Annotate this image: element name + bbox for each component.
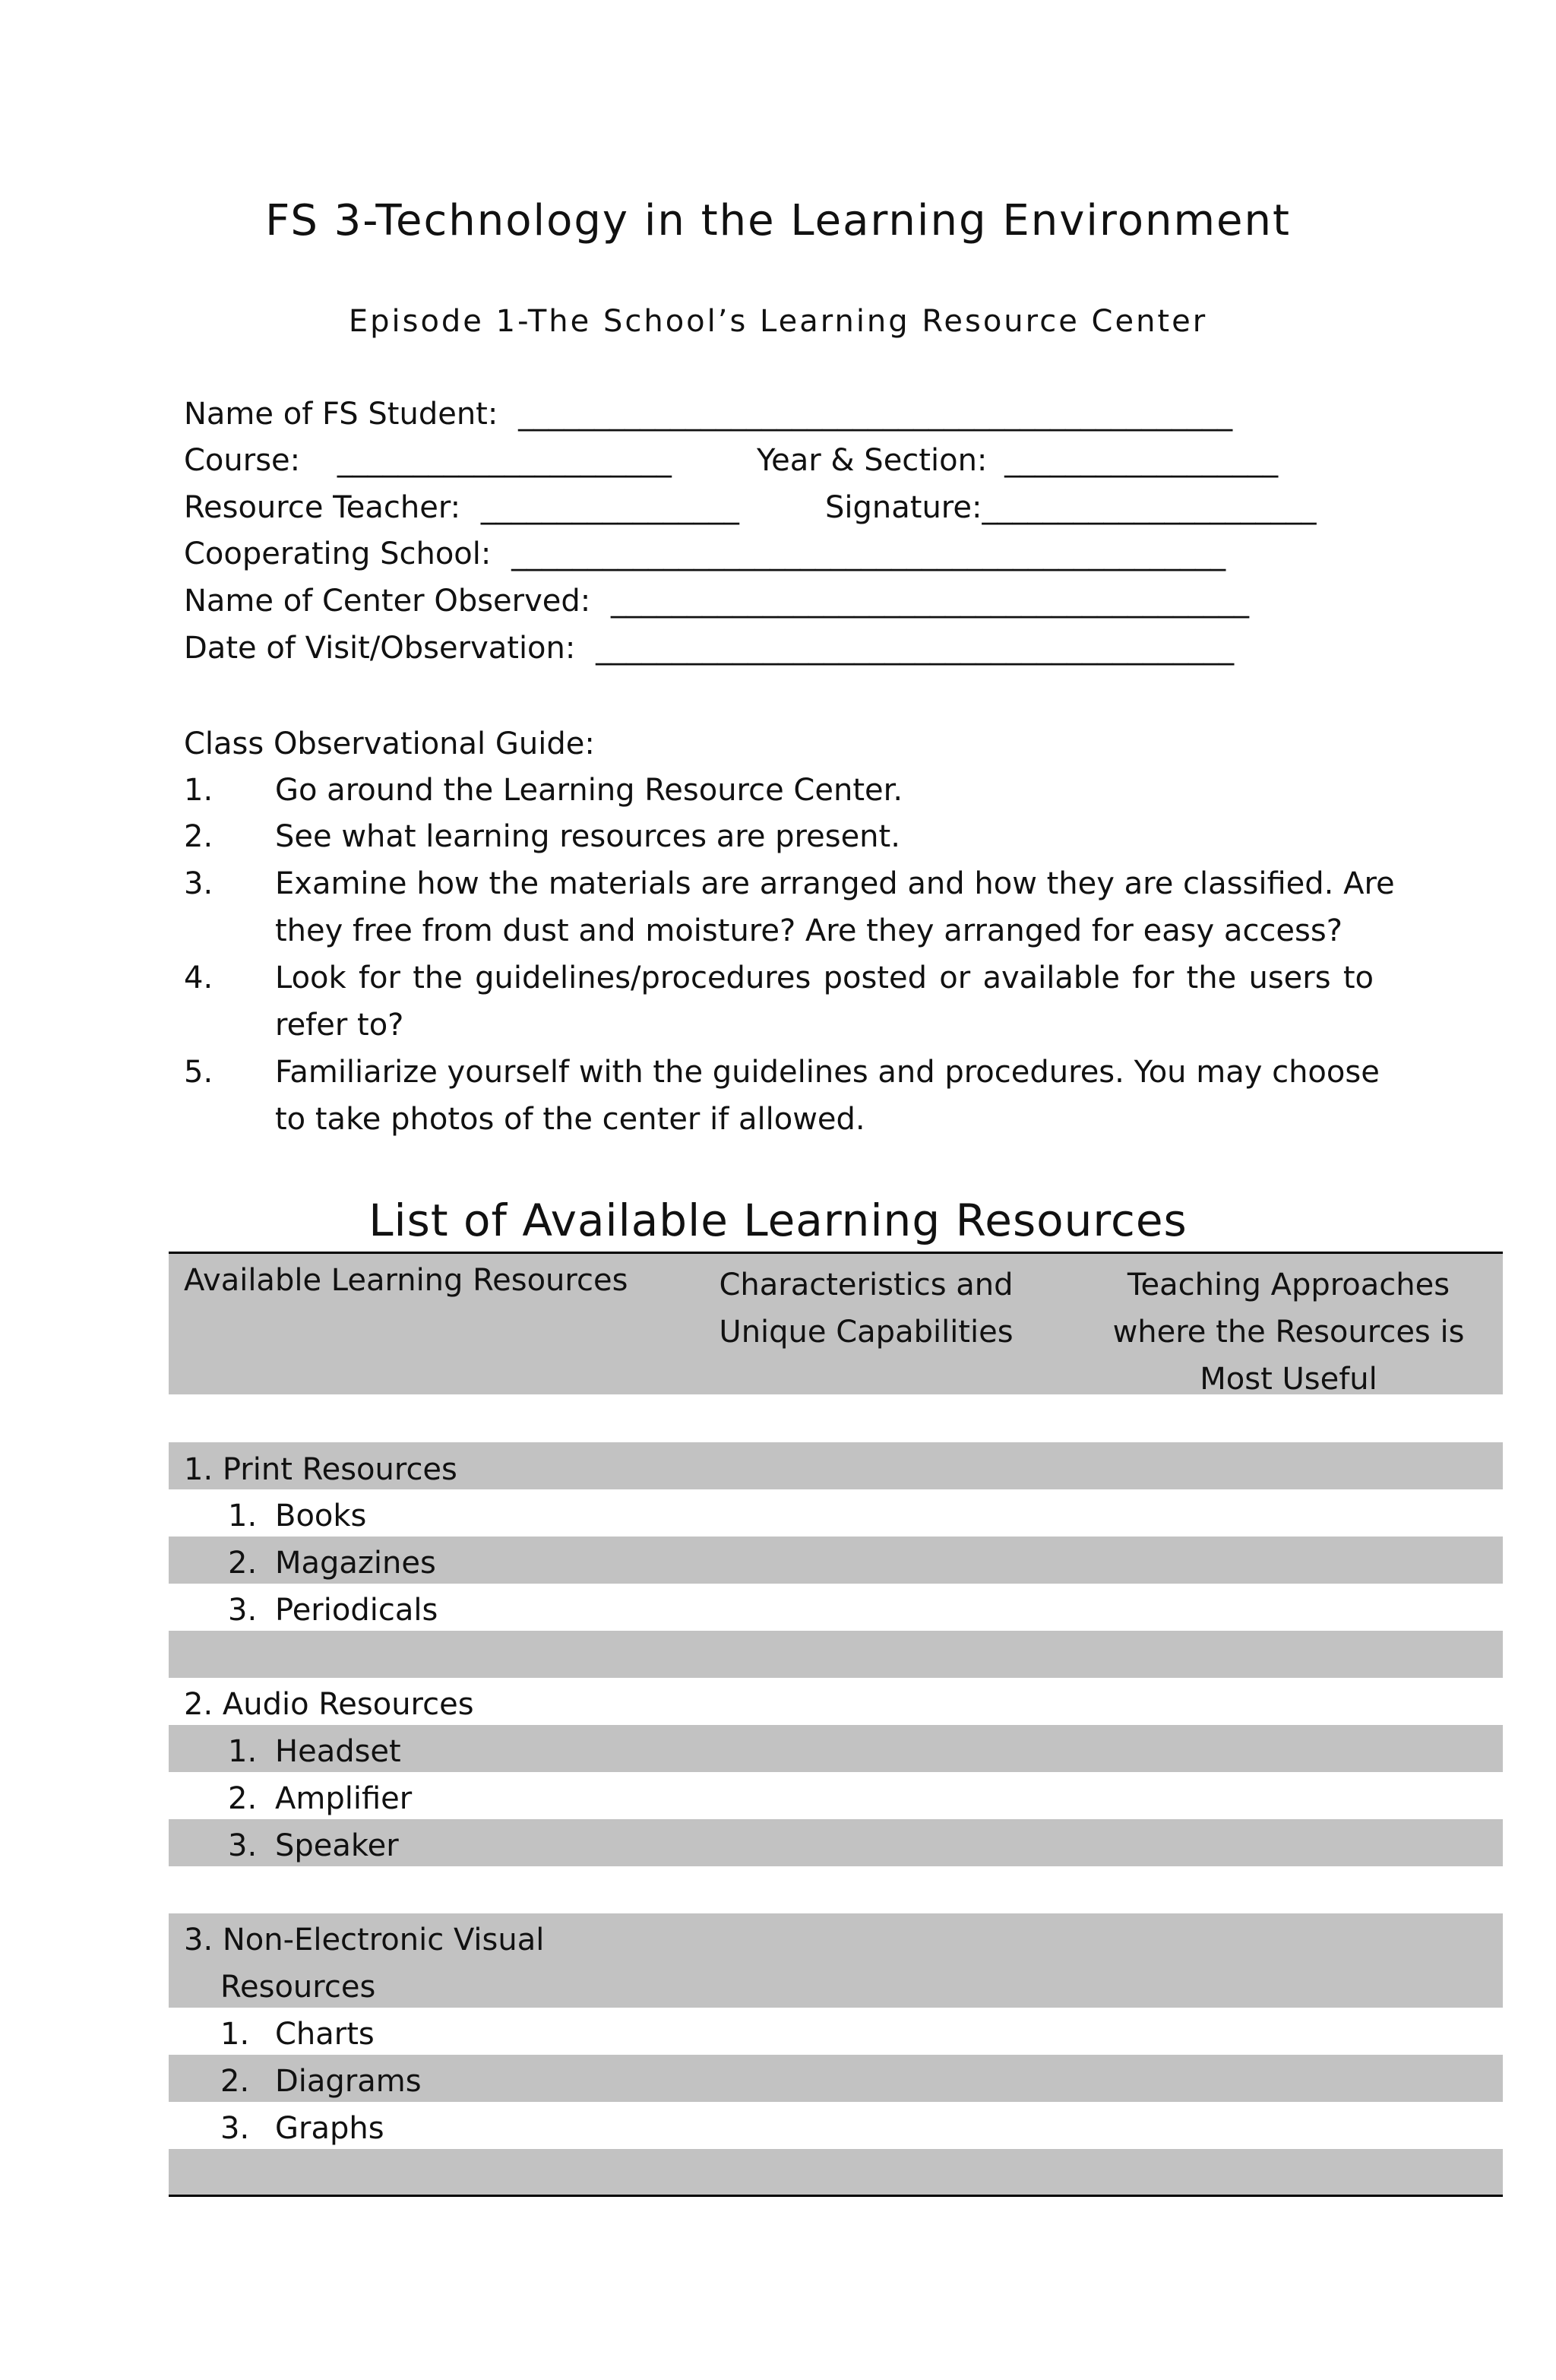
column-header-line: Most Useful — [1200, 1362, 1377, 1397]
guide-heading: Class Observational Guide: — [184, 726, 595, 761]
item-number: 2. — [220, 2064, 250, 2099]
cooperating-school-blank[interactable]: _______________________________________________ — [511, 536, 1226, 571]
item-number: 1. — [228, 1499, 258, 1533]
guide-item-text: Familiarize yourself with the guidelines and procedures. You may choose — [275, 1055, 1380, 1090]
item-number: 3. — [220, 2111, 250, 2146]
year-section-label: Year & Section: — [757, 443, 988, 478]
group-label: 3. Non-Electronic Visual — [184, 1923, 545, 1957]
year-section-blank[interactable]: __________________ — [1004, 443, 1279, 478]
resource-item: Charts — [275, 2017, 375, 2052]
year-section-field — [757, 443, 1278, 478]
guide-item-number: 5. — [184, 1055, 213, 1090]
resource-teacher-label: Resource Teacher: — [184, 490, 461, 525]
guide-item-text: Go around the Learning Resource Center. — [275, 773, 903, 808]
signature-blank[interactable]: ______________________ — [982, 490, 1317, 525]
visit-date-label: Date of Visit/Observation: — [184, 631, 576, 666]
center-observed-blank[interactable]: __________________________________________ — [610, 584, 1249, 619]
course-label: Course: — [184, 443, 301, 478]
item-number: 2. — [228, 1781, 258, 1816]
episode-title: Episode 1-The School’s Learning Resource Center — [348, 304, 1208, 339]
student-name-field — [184, 397, 1232, 432]
item-number: 3. — [228, 1828, 258, 1863]
cooperating-school-label: Cooperating School: — [184, 536, 492, 571]
column-header-line: Teaching Approaches — [1127, 1268, 1450, 1302]
resource-teacher-field — [184, 490, 739, 525]
item-number: 2. — [228, 1546, 258, 1581]
item-number: 1. — [228, 1734, 258, 1769]
visit-date-field — [184, 631, 1234, 666]
table-row-band — [169, 2149, 1503, 2195]
column-header-line: Unique Capabilities — [719, 1315, 1014, 1350]
center-observed-field — [184, 584, 1249, 619]
column-header-teaching-approaches — [1076, 1261, 1501, 1403]
resource-item: Headset — [275, 1734, 401, 1769]
cooperating-school-field — [184, 536, 1226, 571]
resource-item: Speaker — [275, 1828, 399, 1863]
signature-field — [825, 490, 1316, 525]
visit-date-blank[interactable]: __________________________________________ — [596, 631, 1235, 666]
resource-item: Amplifier — [275, 1781, 413, 1816]
resource-item: Periodicals — [275, 1593, 438, 1628]
guide-item-text: Examine how the materials are arranged and how they are classified. Are — [275, 866, 1395, 901]
course-blank[interactable]: ______________________ — [337, 443, 672, 478]
center-observed-label: Name of Center Observed: — [184, 584, 591, 619]
signature-label: Signature: — [825, 490, 982, 525]
group-label-continued: Resources — [220, 1970, 376, 2005]
table-bottom-rule — [169, 2195, 1503, 2197]
student-name-blank[interactable]: _______________________________________________ — [518, 397, 1233, 432]
group-label: 1. Print Resources — [184, 1452, 457, 1487]
guide-item-text: to take photos of the center if allowed. — [275, 1102, 865, 1137]
column-header-resources: Available Learning Resources — [184, 1263, 628, 1298]
guide-item-number: 1. — [184, 773, 213, 808]
resource-item: Graphs — [275, 2111, 384, 2146]
guide-item-number: 2. — [184, 819, 213, 854]
guide-item-number: 3. — [184, 866, 213, 901]
document-title: FS 3-Technology in the Learning Environment — [265, 196, 1291, 245]
group-label: 2. Audio Resources — [184, 1687, 474, 1722]
column-header-line: Characteristics and — [719, 1268, 1014, 1302]
item-number: 3. — [228, 1593, 258, 1628]
guide-item-text: See what learning resources are present. — [275, 819, 900, 854]
guide-item-text: Look for the guidelines/procedures posted or available for the users to — [275, 961, 1374, 995]
course-field — [184, 443, 672, 478]
resource-item: Magazines — [275, 1546, 436, 1581]
guide-item-number: 4. — [184, 961, 213, 995]
resource-item: Diagrams — [275, 2064, 422, 2099]
guide-item-text: refer to? — [275, 1008, 404, 1043]
column-header-line: where the Resources is — [1112, 1315, 1465, 1350]
resources-table-title: List of Available Learning Resources — [368, 1195, 1188, 1246]
student-name-label: Name of FS Student: — [184, 397, 498, 432]
resource-teacher-blank[interactable]: _________________ — [480, 490, 739, 525]
item-number: 1. — [220, 2017, 250, 2052]
table-row-band — [169, 1631, 1503, 1678]
resource-item: Books — [275, 1499, 367, 1533]
column-header-characteristics — [676, 1261, 1056, 1356]
guide-item-text: they free from dust and moisture? Are they arranged for easy access? — [275, 913, 1343, 948]
